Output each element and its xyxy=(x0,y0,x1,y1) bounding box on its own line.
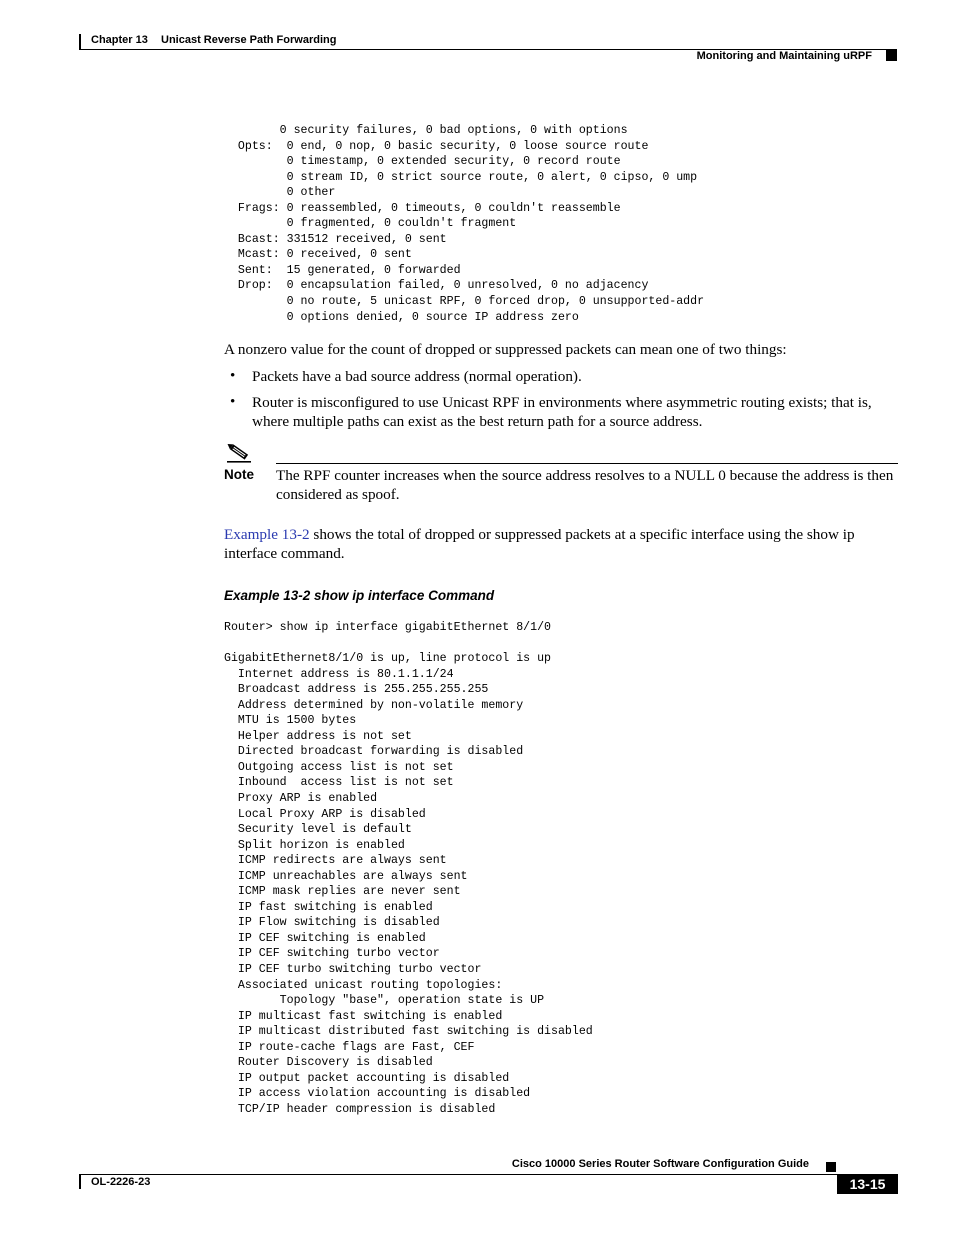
example-reference-paragraph xyxy=(224,525,899,563)
header-chapter: Chapter 13 xyxy=(91,34,148,46)
bullet-item: Packets have a bad source address (normal operation). xyxy=(252,368,582,385)
bullet-marker: • xyxy=(230,367,236,384)
example-13-2-link[interactable]: Example 13-2 xyxy=(224,526,310,543)
note-pencil-icon xyxy=(225,442,255,464)
note-text: The RPF counter increases when the source address resolves to a NULL 0 because the address is then considered as spoof. xyxy=(276,467,894,503)
example-reference-text: shows the total of dropped or suppressed packets at a specific interface using the show ip interface command. xyxy=(224,526,855,562)
bullet-marker: • xyxy=(230,393,236,410)
note-rule xyxy=(276,463,898,464)
code-block-ip-stats: 0 security failures, 0 bad options, 0 with options Opts: 0 end, 0 nop, 0 basic security, 0 loose source route 0 timestamp, 0 extended security, 0 record route 0 stream ID, 0 strict source route, 0 alert, 0 cipso, 0 ump 0 other Frags: 0 reassembled, 0 timeouts, 0 couldn't reassemble 0 fragmented, 0 couldn't fragment Bcast: 331512 received, 0 sent Mcast: 0 received, 0 sent Sent: 15 generated, 0 forwarded Drop: 0 encapsulation failed, 0 unresolved, 0 no adjacency 0 no route, 5 unicast RPF, 0 forced drop, 0 unsupported-addr 0 options denied, 0 source IP address zero xyxy=(237,124,705,324)
example-heading: Example 13-2 show ip interface Command xyxy=(224,588,495,603)
footer-doc-number: OL-2226-23 xyxy=(91,1176,151,1188)
header-left-bar xyxy=(79,34,81,50)
header-section: Monitoring and Maintaining uRPF xyxy=(696,50,872,62)
code-block-show-ip-interface: Router> show ip interface gigabitEthernet 8/1/0 GigabitEthernet8/1/0 is up, line protocol is up Internet address is 80.1.1.1/24 Broadcast address is 255.255.255.255 Address determined by non-volatile memory MTU is 1500 bytes Helper address is not set Directed broadcast forwarding is disabled Outgoing access list is not set Inbound access list is not set Proxy ARP is enabled Local Proxy ARP is disabled Security level is default Split horizon is enabled ICMP redirects are always sent ICMP unreachables are always sent ICMP mask replies are never sent IP fast switching is enabled IP Flow switching is disabled IP CEF switching is enabled IP CEF switching turbo vector IP CEF turbo switching turbo vector Associated unicast routing topologies: Topology "base", operation state is UP IP multicast fast switching is enabled IP multicast distributed fast switching is disabled IP route-cache flags are Fast, CEF Router Discovery is disabled IP output packet accounting is disabled IP access violation accounting is disabled TCP/IP header compression is disabled xyxy=(224,621,593,1116)
footer-rule xyxy=(79,1174,897,1175)
header-chapter-title: Unicast Reverse Path Forwarding xyxy=(161,34,337,46)
footer-left-bar xyxy=(79,1174,81,1189)
header-marker-block xyxy=(886,50,897,61)
footer-marker-block xyxy=(826,1162,836,1172)
page-number: 13-15 xyxy=(849,1176,886,1192)
bullet-item: Router is misconfigured to use Unicast RPF in environments where asymmetric routing exists; that is, where multiple paths can exist as the best return path for a source address. xyxy=(252,394,872,430)
note-label: Note xyxy=(224,467,254,482)
footer-guide-title: Cisco 10000 Series Router Software Configuration Guide xyxy=(511,1158,809,1170)
intro-paragraph: A nonzero value for the count of dropped or suppressed packets can mean one of two things: xyxy=(224,341,787,358)
